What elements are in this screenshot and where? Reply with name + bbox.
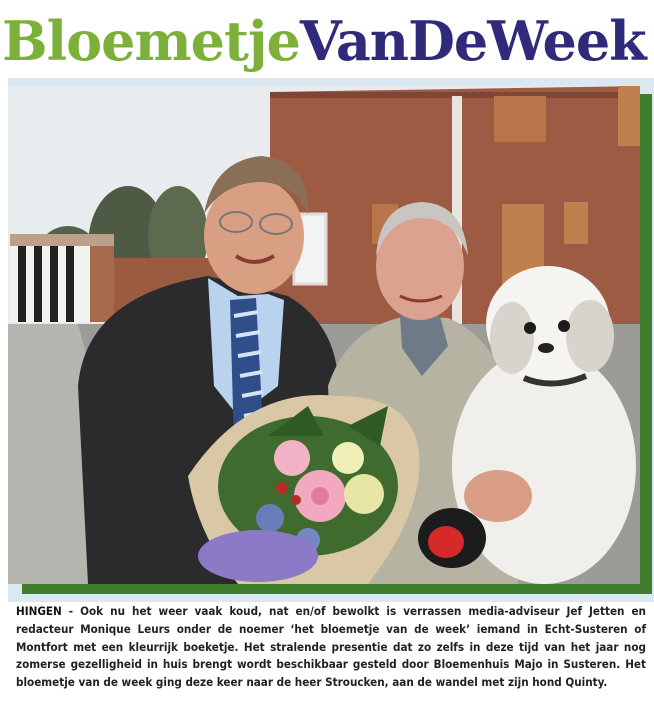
masthead-title-part1: Bloemetje: [2, 9, 300, 73]
caption-place: HINGEN: [16, 604, 62, 618]
caption-text: - Ook nu het weer vaak koud, nat en/of bewolkt is verrassen media-adviseur Jef Jetten en redacteur Monique Leurs onder de noemer ‘het bloemetje van de week’ iemand in Echt-Susteren of Montfort met een kleurrijk boeketje. Het stralende presentie dat zo zelfs in deze tijd van het jaar nog zomerse gezelligheid in huis brengt wordt beschikbaar gesteld door Bloemenhuis Majo in Susteren. Het bloemetje van de week ging deze keer naar de heer Stroucken, aan de wandel met zijn hond Quinty.: [16, 604, 646, 690]
masthead: [0, 0, 654, 78]
masthead-title-part2: VanDeWeek: [299, 9, 646, 73]
garage-door: [10, 246, 90, 322]
photo-illustration: [8, 86, 640, 584]
dog-leash: [418, 508, 486, 568]
photo-caption: [16, 603, 646, 721]
news-photo: [8, 86, 640, 584]
